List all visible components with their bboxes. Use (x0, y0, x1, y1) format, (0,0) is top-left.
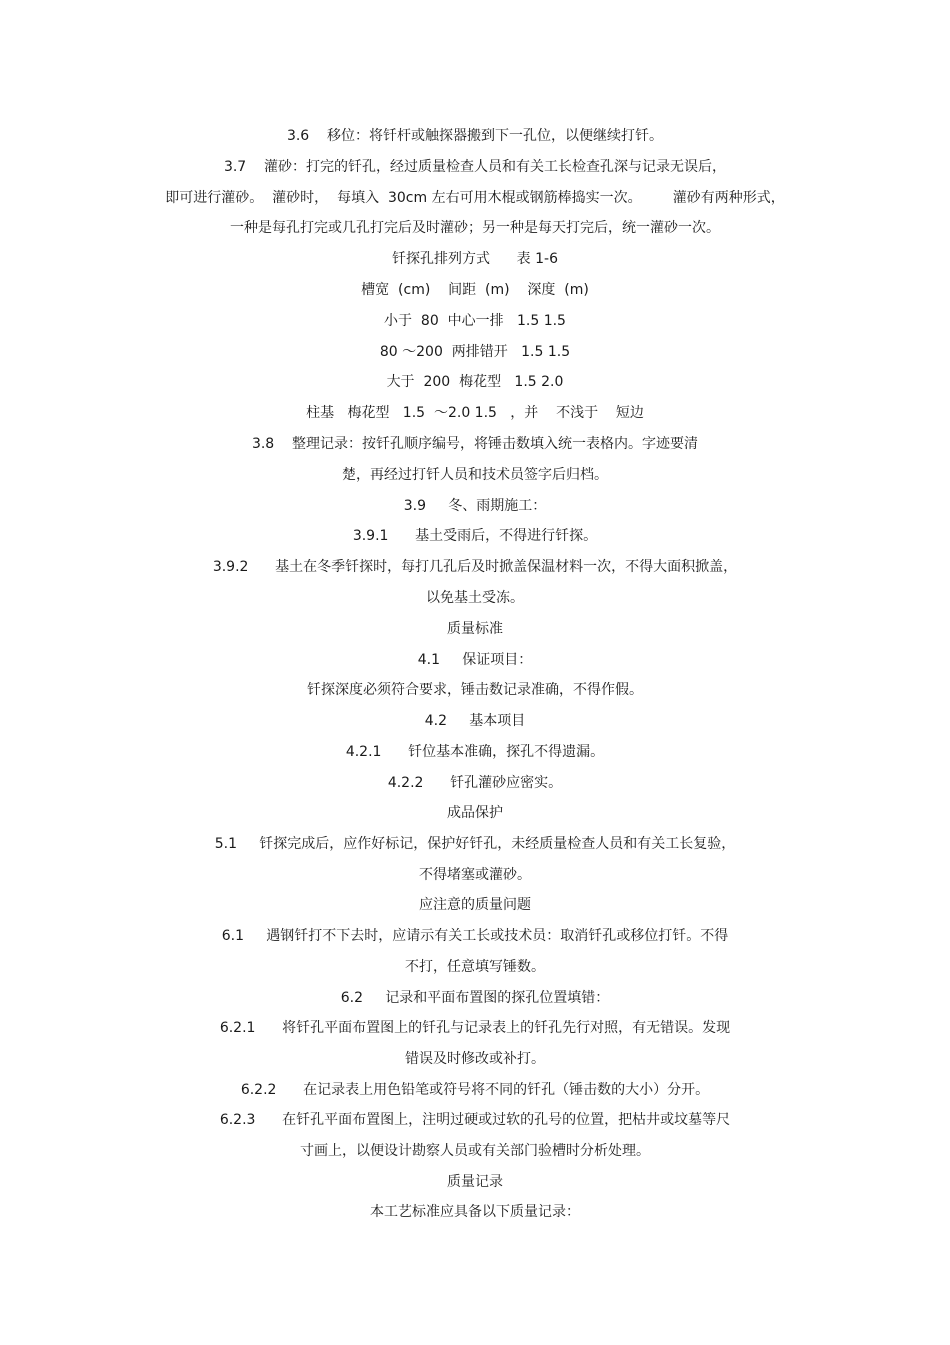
text-line: 6.2.1 将钎孔平面布置图上的钎孔与记录表上的钎孔先行对照，有无错误。发现 (219, 1020, 731, 1036)
text-line: 3.8 整理记录：按钎孔顺序编号，将锤击数填入统一表格内。字迹要清 (251, 436, 699, 452)
text-line: 4.2.2 钎孔灌砂应密实。 (387, 775, 563, 791)
text-line: 即可进行灌砂。 灌砂时， 每填入 30cm 左右可用木棍或钢筋棒捣实一次。 灌砂有两种形式， (165, 190, 785, 206)
text-line: 6.1 遇钢钎打不下去时，应请示有关工长或技术员：取消钎孔或移位打钎。不得 (221, 928, 729, 944)
text-line: 3.7 灌砂：打完的钎孔，经过质量检查人员和有关工长检查孔深与记录无误后， (223, 159, 727, 175)
section-heading: 质量标准 (447, 621, 503, 637)
text-line: 6.2.2 在记录表上用色铅笔或符号将不同的钎孔（锤击数的大小）分开。 (240, 1082, 710, 1098)
table-caption: 钎探孔排列方式 表 1-6 (391, 251, 559, 267)
text-line: 6.2 记录和平面布置图的探孔位置填错： (340, 990, 610, 1006)
text-line: 4.1 保证项目： (417, 652, 533, 668)
text-line: 不打，任意填写锤数。 (405, 959, 545, 975)
text-line: 一种是每孔打完或几孔打完后及时灌砂；另一种是每天打完后，统一灌砂一次。 (230, 220, 720, 236)
text-line: 3.9 冬、雨期施工： (403, 498, 547, 514)
text-line: 寸画上，以便设计勘察人员或有关部门验槽时分析处理。 (300, 1143, 650, 1159)
table-row: 小于 80 中心一排 1.5 1.5 (384, 313, 566, 329)
text-line: 3.9.1 基土受雨后，不得进行钎探。 (352, 528, 598, 544)
text-line: 5.1 钎探完成后，应作好标记，保护好钎孔，未经质量检查人员和有关工长复验， (214, 836, 736, 852)
text-line: 以免基土受冻。 (426, 590, 524, 606)
table-header: 槽宽 (cm) 间距 (m) 深度 (m) (361, 282, 589, 298)
text-line: 不得堵塞或灌砂。 (419, 867, 531, 883)
text-line: 3.9.2 基土在冬季钎探时，每打几孔后及时掀盖保温材料一次，不得大面积掀盖， (212, 559, 738, 575)
text-line: 错误及时修改或补打。 (405, 1051, 545, 1067)
section-heading: 应注意的质量问题 (419, 897, 531, 913)
text-line: 楚，再经过打钎人员和技术员签字后归档。 (342, 467, 608, 483)
section-heading: 质量记录 (447, 1174, 503, 1190)
text-line: 钎探深度必须符合要求，锤击数记录准确，不得作假。 (307, 682, 643, 698)
text-line: 6.2.3 在钎孔平面布置图上，注明过硬或过软的孔号的位置，把枯井或坟墓等尺 (219, 1112, 731, 1128)
table-row: 大于 200 梅花型 1.5 2.0 (386, 374, 564, 390)
text-line: 本工艺标准应具备以下质量记录： (370, 1204, 580, 1220)
text-line: 3.6 移位：将钎杆或触探器搬到下一孔位，以便继续打钎。 (286, 128, 664, 144)
text-line: 4.2 基本项目 (424, 713, 526, 729)
table-row: 柱基 梅花型 1.5 ～2.0 1.5 ，并 不浅于 短边 (306, 405, 644, 421)
table-row: 80 ～200 两排错开 1.5 1.5 (379, 344, 571, 360)
section-heading: 成品保护 (447, 805, 503, 821)
text-line: 4.2.1 钎位基本准确，探孔不得遗漏。 (345, 744, 605, 760)
